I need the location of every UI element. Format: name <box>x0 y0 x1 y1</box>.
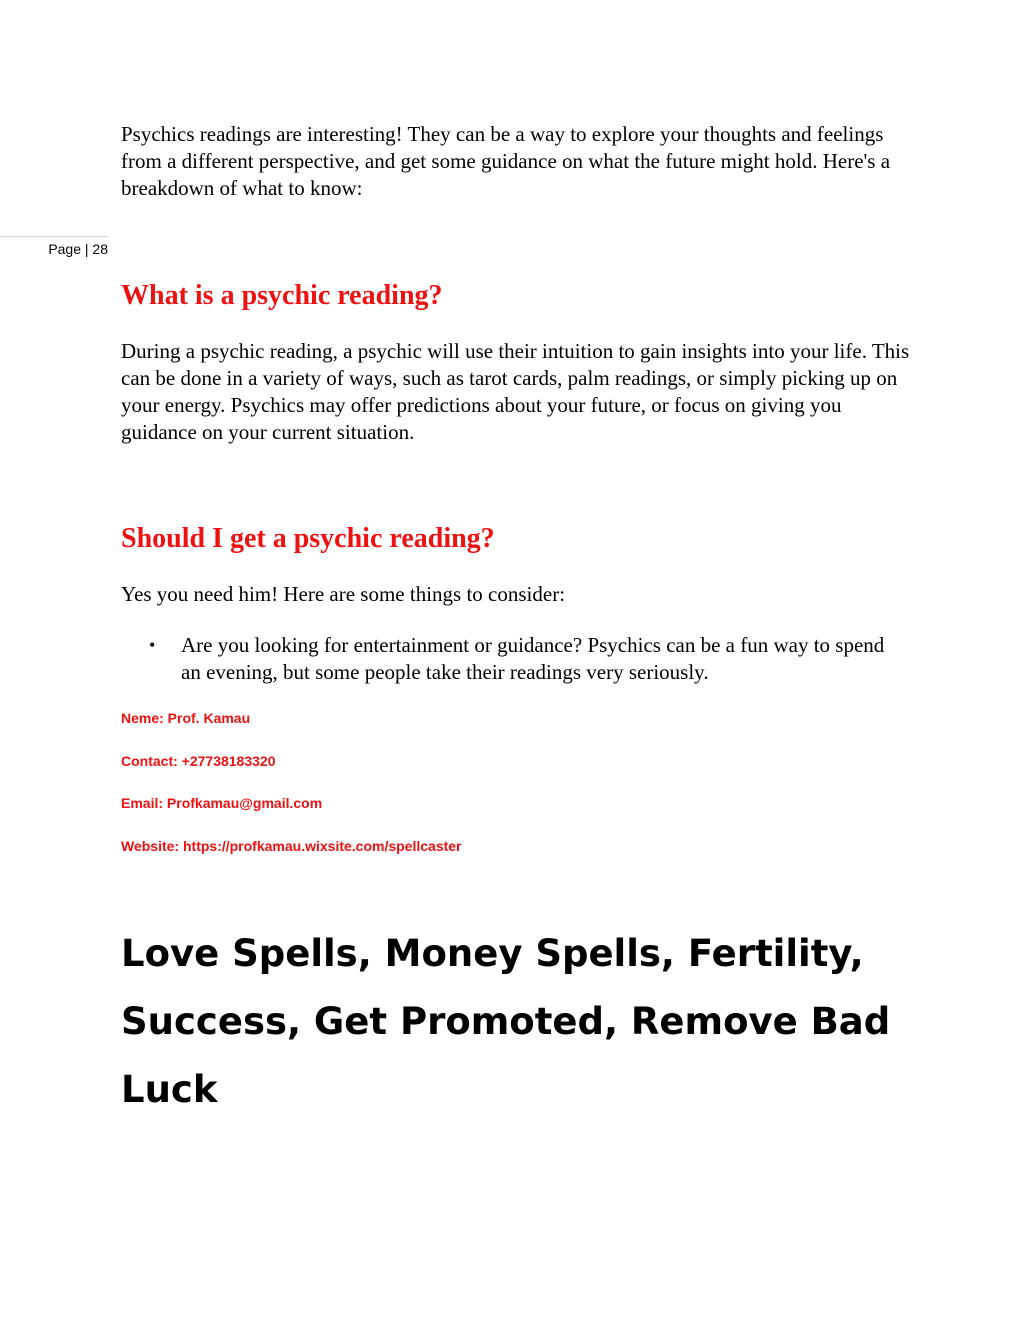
consideration-list <box>121 632 891 686</box>
section-heading-should-i-get: Should I get a psychic reading? <box>121 523 495 554</box>
intro-paragraph: Psychics readings are interesting! They can be a way to explore your thoughts and feelings from a different perspective, and get some guidance on what the future might hold. Here's a breakdown of what to know: <box>121 122 891 200</box>
bullet-icon: • <box>149 635 156 655</box>
section-heading-what-is-reading: What is a psychic reading? <box>121 280 443 311</box>
section-paragraph-what-is-reading: During a psychic reading, a psychic will use their intuition to gain insights into your life. This can be done in a variety of ways, such as tarot cards, palm readings, or simply picking up on your energy. Psychics may offer predictions about your future, or focus on giving you guidance on your current situation. <box>121 339 910 444</box>
contact-website: Website: https://profkamau.wixsite.com/spellcaster <box>121 838 462 854</box>
page-number-label: Page | 28 <box>0 236 108 257</box>
section-paragraph-should-i-get: Yes you need him! Here are some things to consider: <box>121 582 566 606</box>
contact-name: Neme: Prof. Kamau <box>121 710 251 726</box>
contact-email: Email: Profkamau@gmail.com <box>121 795 323 811</box>
list-item-text: Are you looking for entertainment or guidance? Psychics can be a fun way to spend an evening, but some people take their readings very seriously. <box>181 633 885 684</box>
services-title: Love Spells, Money Spells, Fertility, Success, Get Promoted, Remove Bad Luck <box>121 932 891 1111</box>
contact-phone: Contact: +27738183320 <box>121 753 276 769</box>
list-item <box>121 632 891 686</box>
